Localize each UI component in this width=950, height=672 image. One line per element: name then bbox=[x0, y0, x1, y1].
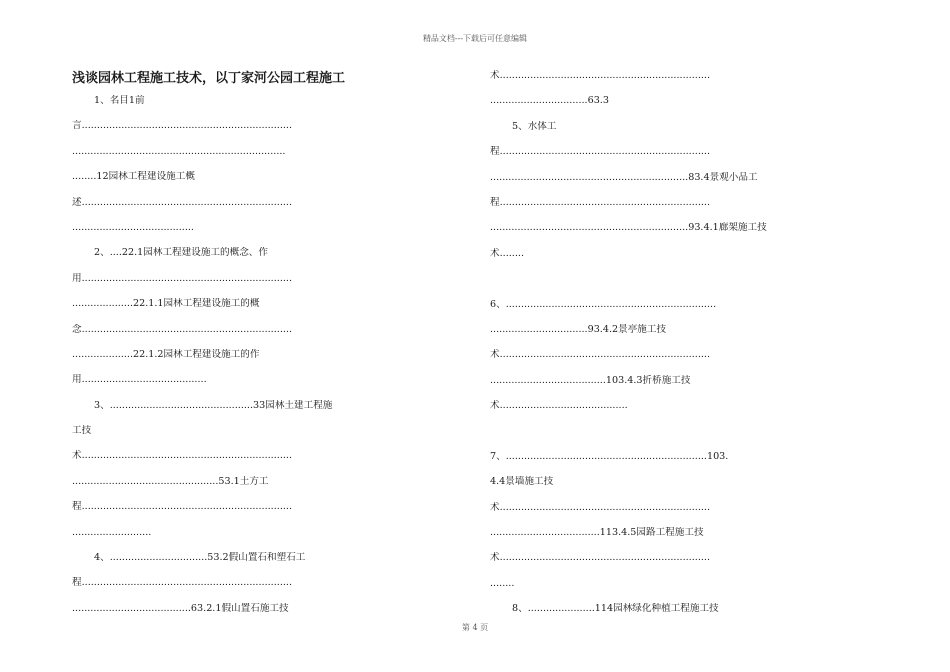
toc-line: ................................63.3 bbox=[490, 95, 609, 107]
toc-line: .................................................................83.4景观小品工 bbox=[490, 171, 758, 183]
toc-line: 8、......................114园林绿化种植工程施工技 bbox=[512, 603, 719, 615]
toc-line: ....................22.1.2园林工程建设施工的作 bbox=[72, 348, 260, 360]
toc-line: 程..................................................................... bbox=[72, 501, 293, 513]
toc-line: 3、...............................................33园林土建工程施 bbox=[94, 399, 333, 411]
toc-line: 念..................................................................... bbox=[72, 323, 293, 335]
toc-line: 术..................................................................... bbox=[490, 552, 711, 564]
toc-line: 7、..................................................................103. bbox=[490, 450, 729, 462]
toc-line: 术........ bbox=[490, 247, 524, 259]
toc-line: .......................................63.2.1假山置石施工技 bbox=[72, 602, 289, 614]
toc-line: 述..................................................................... bbox=[72, 196, 293, 208]
toc-left-column bbox=[72, 95, 458, 628]
toc-line bbox=[490, 425, 874, 450]
toc-line: 程..................................................................... bbox=[72, 577, 293, 589]
toc-line: ....................................113.4.5园路工程施工技 bbox=[490, 527, 704, 539]
toc-line: ................................................53.1土方工 bbox=[72, 475, 269, 487]
toc-line: 工技 bbox=[72, 425, 92, 437]
toc-line: ....................22.1.1园林工程建设施工的概 bbox=[72, 298, 260, 310]
toc-line: 1、名目1前 bbox=[94, 95, 145, 106]
toc-right-column bbox=[490, 70, 874, 629]
toc-line: 2、....22.1园林工程建设施工的概念、作 bbox=[94, 247, 268, 259]
toc-line: 程..................................................................... bbox=[490, 146, 711, 158]
toc-line: ........................................ bbox=[72, 221, 194, 233]
toc-line: 术..................................................................... bbox=[72, 450, 293, 462]
page-header: 精品文档---下载后可任意编辑 bbox=[422, 34, 528, 43]
toc-line: 术.......................................... bbox=[490, 400, 628, 412]
document-title: 浅谈园林工程施工技术，以丁家河公园工程施工 bbox=[72, 71, 346, 86]
toc-line: ........12园林工程建设施工概 bbox=[72, 171, 195, 183]
toc-line: ......................................103.4.3折桥施工技 bbox=[490, 374, 691, 386]
toc-line: ................................93.4.2景亭施工技 bbox=[490, 323, 667, 335]
toc-line: 程..................................................................... bbox=[490, 196, 711, 208]
toc-line: 用......................................... bbox=[72, 374, 207, 386]
toc-line: 6、..................................................................... bbox=[490, 298, 717, 310]
toc-line: .......................... bbox=[72, 526, 152, 538]
toc-line: 4、................................53.2假山置石和塑石工 bbox=[94, 552, 306, 564]
toc-line: .................................................................93.4.1廊架施工技 bbox=[490, 222, 767, 234]
toc-line: ........ bbox=[490, 577, 515, 589]
toc-line: 用..................................................................... bbox=[72, 272, 293, 284]
toc-line: ...................................................................... bbox=[72, 145, 286, 157]
toc-line: 言..................................................................... bbox=[72, 120, 293, 132]
page-footer: 第 4 页 bbox=[461, 623, 489, 632]
toc-line: 5、水体工 bbox=[512, 120, 557, 132]
toc-line bbox=[490, 273, 874, 298]
toc-line: 术..................................................................... bbox=[490, 70, 711, 81]
toc-line: 4.4景墙施工技 bbox=[490, 476, 554, 488]
toc-line: 术..................................................................... bbox=[490, 501, 711, 513]
toc-line: 术..................................................................... bbox=[490, 349, 711, 361]
